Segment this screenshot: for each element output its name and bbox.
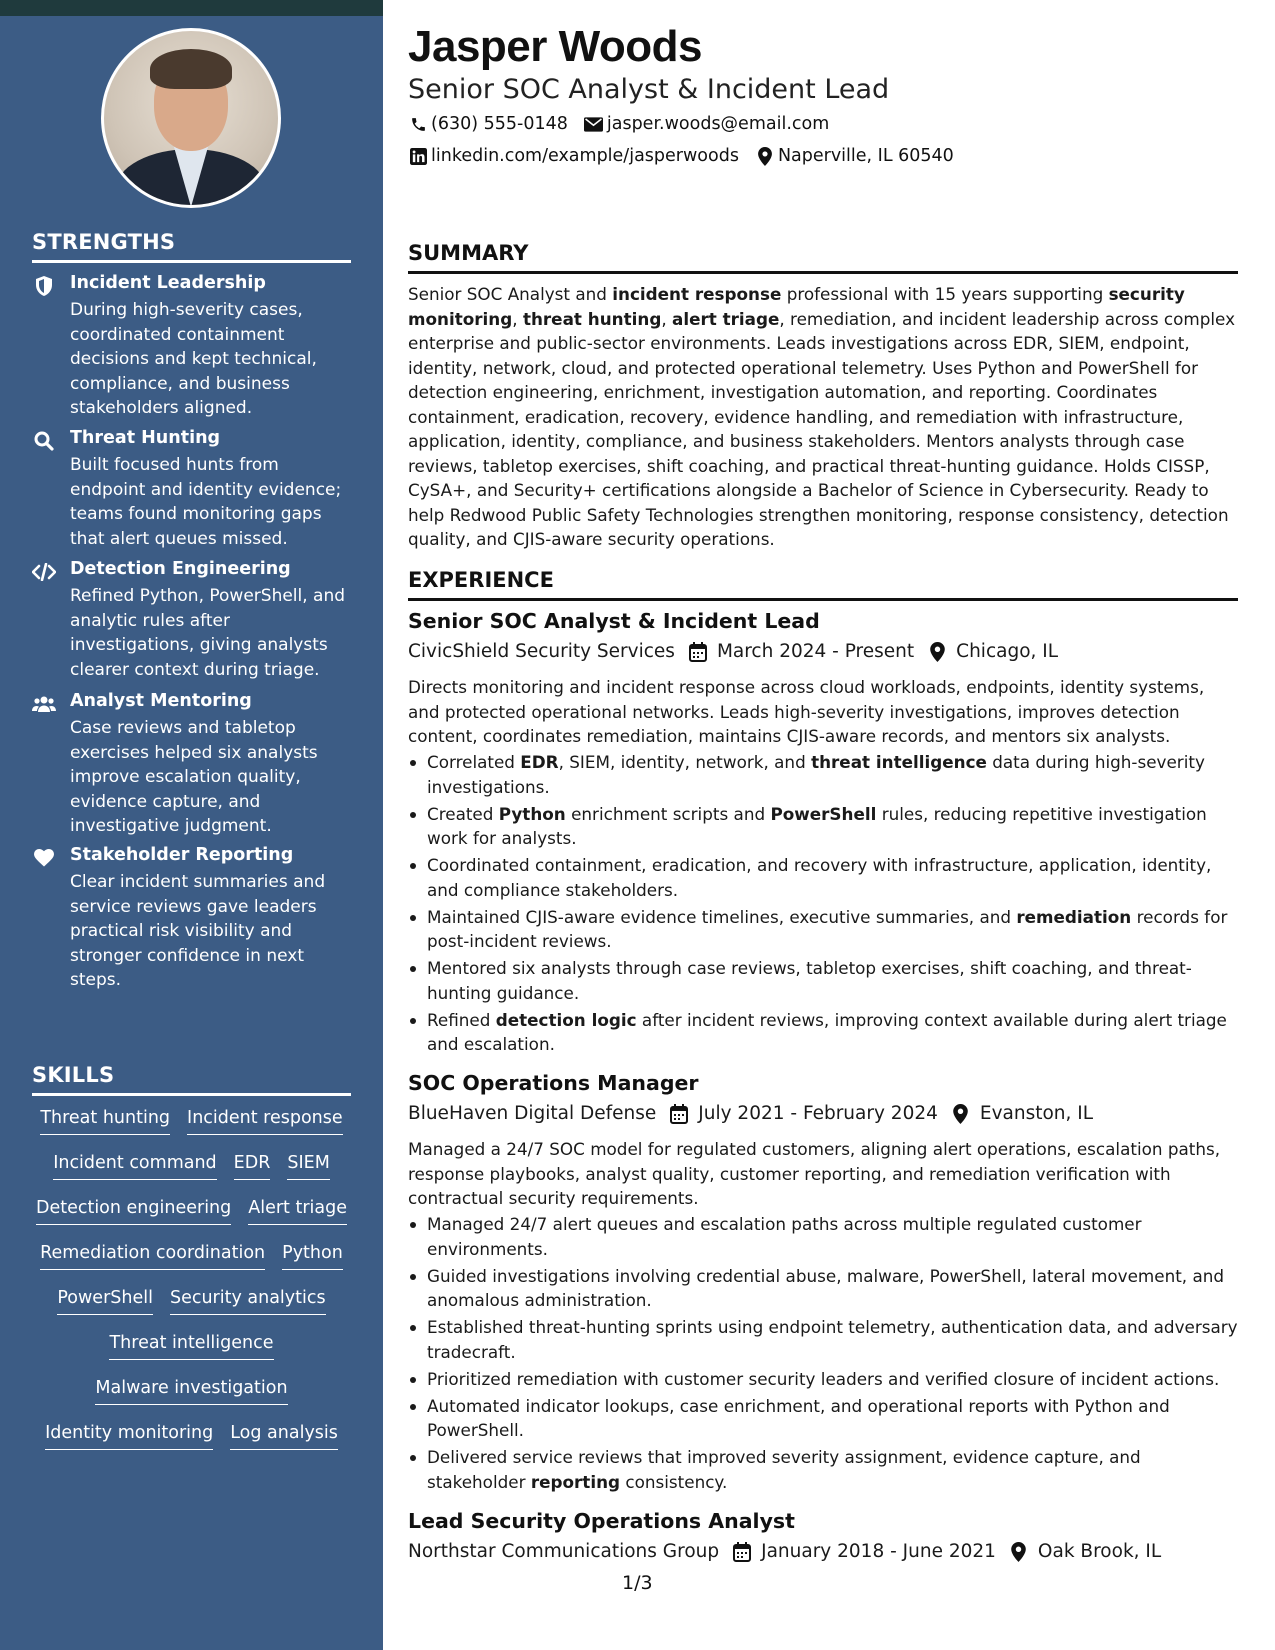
skill-tag: Malware investigation [95,1376,287,1405]
text-run: , SIEM, identity, network, and [558,752,812,772]
list-item [408,1445,1238,1494]
text-run: Mentored six analysts through case reviews, tabletop exercises, shift coaching, and threat-hunting guidance. [427,958,1192,1003]
envelope-icon [584,115,604,133]
skill-row [32,1151,351,1196]
job-title: Lead Security Operations Analyst [408,1509,795,1533]
text-run: Delivered service reviews that improved severity assignment, evidence capture, and stakeholder [427,1447,1141,1492]
contact-row-2 [408,146,954,166]
skill-tag: Identity monitoring [45,1421,213,1450]
bold-text: PowerShell [770,803,877,824]
skill-row [32,1421,351,1466]
job-meta [408,641,1058,662]
skill-tag: Remediation coordination [40,1241,265,1270]
skill-row [32,1331,351,1376]
bold-text: alert triage [672,308,780,329]
strength-title: Analyst Mentoring [70,691,252,711]
text-run: Created [427,803,499,824]
job-description: Directs monitoring and incident response across cloud workloads, endpoints, identity systems, and protected operational networks. Leads high-severity investigations, improves detection content, coordinates remediation, maintains CJIS-aware records, and mentors six analysts. [408,677,1205,746]
job-bullets [408,1212,1238,1497]
search-icon [32,430,56,452]
text-run: enrichment scripts and [565,803,771,824]
skill-tag: Threat intelligence [109,1331,273,1360]
calendar-icon [687,642,709,662]
text-run: records for post-incident reviews. [427,906,1228,951]
list-item [408,1315,1238,1364]
job-title: Senior SOC Analyst & Incident Lead [408,609,820,633]
skill-tag: EDR [234,1151,271,1180]
text-run: rules, reducing repetitive investigation work for analysts. [427,803,1207,848]
text-run: Managed 24/7 alert queues and escalation paths across multiple regulated customer environments. [427,1214,1142,1259]
strengths-heading: STRENGTHS [32,230,176,254]
skill-tag: Security analytics [170,1286,326,1315]
list-item [408,1367,1238,1392]
page-number: 1/3 [622,1572,653,1594]
skill-row [32,1106,351,1151]
job-description: Managed a 24/7 SOC model for regulated customers, aligning alert operations, escalation paths, response playbooks, analyst quality, customer reporting, and remediation verification with contractual security requirements. [408,1139,1221,1208]
heart-icon [32,847,56,869]
text-run: , [661,308,672,329]
bold-text: reporting [530,1471,621,1492]
email-link[interactable]: jasper.woods@email.com [606,114,830,134]
bold-text: security monitoring [408,284,1185,329]
text-run: professional with 15 years supporting [781,284,1109,304]
calendar-icon [731,1542,753,1562]
list-item [408,1264,1238,1313]
phone-number[interactable]: (630) 555-0148 [431,114,568,134]
skill-tag: Incident command [53,1151,216,1180]
bold-text: threat intelligence [811,752,987,772]
summary-rule [408,271,1238,274]
text-run: data during high-severity investigations. [427,752,1205,797]
job-dates: March 2024 - Present [716,641,915,662]
text-run: Coordinated containment, eradication, and recovery with infrastructure, application, identity, and compliance stakeholders. [427,855,1212,900]
bold-text: incident response [612,284,782,304]
strength-description: During high-severity cases, coordinated containment decisions and kept technical, compliance, and business stakeholders aligned. [70,300,317,418]
skill-tag: Detection engineering [36,1196,231,1225]
strength-description: Built focused hunts from endpoint and identity evidence; teams found monitoring gaps that alert queues missed. [70,455,342,549]
skills-rule [32,1093,351,1096]
skill-tag: Log analysis [230,1421,338,1450]
bold-text: threat hunting [522,308,662,329]
skill-tag: Python [282,1241,343,1270]
skill-row [32,1376,351,1421]
skill-row [32,1286,351,1331]
skill-tag: PowerShell [57,1286,153,1315]
job-meta [408,1103,1093,1124]
linkedin-icon [408,147,428,165]
contact-row-1 [408,114,829,134]
strength-title: Detection Engineering [70,559,291,579]
list-item [408,1008,1238,1057]
job-dates: January 2018 - June 2021 [761,1541,996,1562]
job-title: SOC Operations Manager [408,1071,699,1095]
job-dates: July 2021 - February 2024 [698,1103,938,1124]
bold-text: detection logic [495,1009,637,1030]
strength-description: Clear incident summaries and service reviews gave leaders practical risk visibility and stronger confidence in next steps. [70,872,326,990]
list-item [408,1394,1238,1443]
skill-tag: Threat hunting [40,1106,170,1135]
map-pin-icon [926,642,948,662]
avatar [101,28,281,208]
sidebar [0,0,383,1650]
skills-heading: SKILLS [32,1063,115,1087]
skill-tag: Incident response [187,1106,343,1135]
calendar-icon [668,1104,690,1124]
text-run: , remediation, and incident leadership across complex enterprise and public-sector environments. Leads investigations across EDR, SIEM, endpoint, identity, network, cloud, and protected operational telemetry. Uses Python and PowerShell for detection engineering, enrichment, investigation automation, and reporting. Coordinates containment, eradication, recovery, evidence handling, and remediation with infrastructure, application, identity, compliance, and business stakeholders. Mentors analysts through case reviews, tabletop exercises, shift coaching, and practical threat-hunting guidance. Holds CISSP, CySA+, and Security+ certifications alongside a Bachelor of Science in Cybersecurity. Ready to help Redwood Public Safety Technologies strengthen monitoring, response consistency, detection quality, and CJIS-aware security operations. [408,308,1236,549]
strength-description: Case reviews and tabletop exercises helped six analysts improve escalation quality, evidence capture, and investigative judgment. [70,718,318,836]
skill-tag: SIEM [287,1151,329,1180]
phone-icon [408,115,428,133]
summary-heading: SUMMARY [408,241,529,265]
skill-row [32,1196,351,1241]
skills-list [32,1106,351,1466]
strength-title: Incident Leadership [70,273,266,293]
candidate-name: Jasper Woods [408,22,702,71]
map-pin-icon [755,147,775,165]
text-run: Prioritized remediation with customer security leaders and verified closure of incident actions. [427,1368,1220,1389]
text-run: consistency. [620,1471,728,1492]
linkedin-link[interactable]: linkedin.com/example/jasperwoods [431,146,739,166]
summary-text [408,282,1238,552]
text-run: Correlated [427,752,521,772]
text-run: Maintained CJIS-aware evidence timelines, executive summaries, and [427,906,1017,927]
users-icon [32,693,56,715]
bold-text: EDR [520,752,559,772]
bold-text: remediation [1016,906,1132,927]
text-run: Refined [427,1009,496,1030]
strength-title: Threat Hunting [70,428,221,448]
text-run: Senior SOC Analyst and [408,284,613,304]
job-company: CivicShield Security Services [408,641,675,662]
candidate-role: Senior SOC Analyst & Incident Lead [408,74,890,105]
sidebar-top-bar [0,0,383,16]
shield-icon [32,275,56,297]
strength-title: Stakeholder Reporting [70,845,294,865]
skill-row [32,1241,351,1286]
strength-description: Refined Python, PowerShell, and analytic rules after investigations, giving analysts clearer context during triage. [70,586,346,680]
job-location: Evanston, IL [979,1103,1094,1124]
map-pin-icon [950,1104,972,1124]
list-item [408,956,1238,1005]
list-item [408,1212,1238,1261]
text-run: , [512,308,523,329]
job-bullets [408,750,1238,1059]
list-item [408,905,1238,954]
bold-text: Python [498,803,566,824]
job-location: Oak Brook, IL [1037,1541,1162,1562]
experience-rule [408,598,1238,601]
job-company: BlueHaven Digital Defense [408,1103,657,1124]
strengths-rule [32,260,351,263]
text-run: Established threat-hunting sprints using endpoint telemetry, authentication data, and adversary tradecraft. [427,1317,1238,1362]
map-pin-icon [1008,1542,1030,1562]
code-icon [32,561,56,583]
list-item [408,802,1238,851]
text-run: after incident reviews, improving context available during alert triage and escalation. [427,1009,1227,1054]
list-item [408,750,1238,799]
experience-heading: EXPERIENCE [408,568,554,592]
job-location: Chicago, IL [956,641,1059,662]
text-run: Automated indicator lookups, case enrichment, and operational reports with Python and PowerShell. [427,1395,1170,1440]
text-run: Guided investigations involving credential abuse, malware, PowerShell, lateral movement, and anomalous administration. [427,1265,1225,1310]
job-meta [408,1541,1161,1562]
profile-photo [104,31,278,205]
job-company: Northstar Communications Group [408,1541,720,1562]
location-text: Naperville, IL 60540 [777,146,954,166]
list-item [408,853,1238,902]
skill-tag: Alert triage [248,1196,347,1225]
